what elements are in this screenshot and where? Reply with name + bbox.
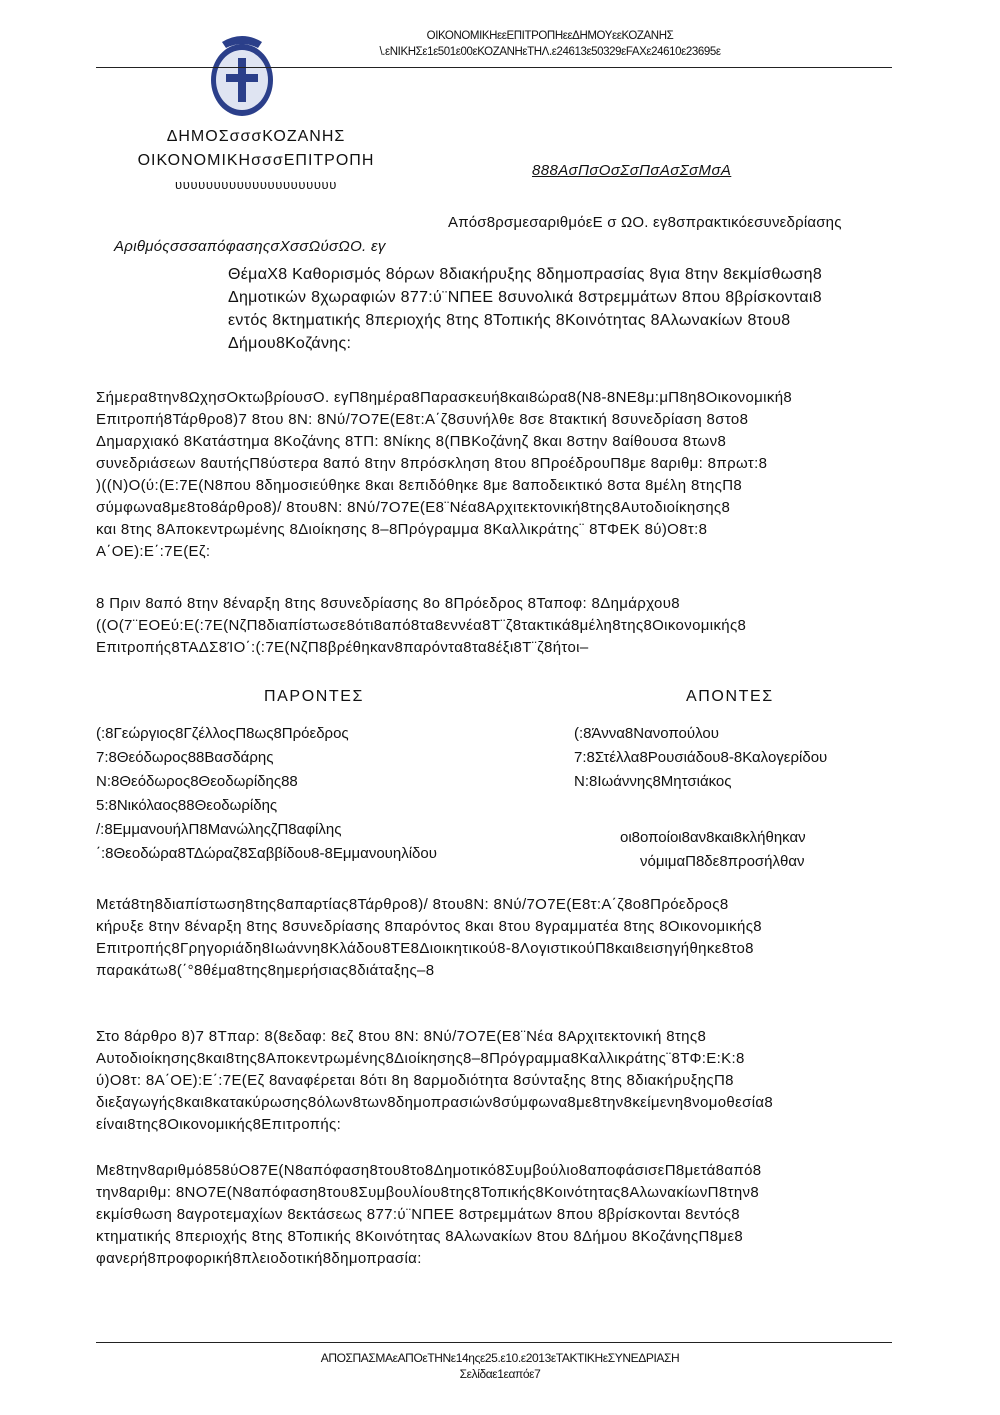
- paragraph-line: Α΄ΟΕ):Ε΄:7Ε(Εζ:: [96, 543, 211, 560]
- present-member: (:8Γεώργιος8ΓζέλλοςΠ8ως8Πρόεδρος: [96, 725, 349, 742]
- subject-line: Δημοτικών 8χωραφιών 877:ύ¨ΝΠΕΕ 8συνολικά 8στρεμμάτων 8που 8βρίσκονται8: [228, 289, 822, 306]
- paragraph-line: ύ)Ο8τ: 8Α΄ΟΕ):Ε΄:7Ε(Εζ 8αναφέρεται 8ότι 8η 8αρμοδιότητα 8σύνταξης 8της 8διακήρυξηςΠ8: [96, 1072, 734, 1089]
- footer-line-1: ΑΠΟΣΠΑΣΜΑεΑΠΟεΤΗΝε14ηςε25.ε10.ε2013εΤΑΚΤΙΚΗεΣΥΝΕΔΡΙΑΣΗ: [320, 1351, 680, 1365]
- paragraph-line: Επιτροπή8Τάρθρο8)7 8του 8Ν: 8Νύ/7Ο7Ε(Ε8τ:Α΄ζ8συνήλθε 8σε 8τακτική 8συνεδρίαση 8στο8: [96, 411, 749, 428]
- paragraph-line: 8 Πριν 8από 8την 8έναρξη 8της 8συνεδρίασης 8ο 8Πρόεδρος 8Ταποφ: 8Δημάρχου8: [96, 595, 680, 612]
- paragraph-line: διεξαγωγής8και8κατακύρωσης8όλων8των8δημοπρασιών8σύμφωνα8με8την8κείμενη8νομοθεσία8: [96, 1094, 774, 1111]
- paragraph-line: Στο 8άρθρο 8)7 8Τπαρ: 8(8εδαφ: 8εζ 8του 8Ν: 8Νύ/7Ο7Ε(Ε8¨Νέα 8Αρχιτεκτονική 8της8: [96, 1028, 707, 1045]
- absent-member: 7:8Στέλλα8Ρουσιάδου8-8Καλογερίδου: [574, 749, 828, 766]
- paragraph-line: Μετά8τη8διαπίστωση8της8απαρτίας8Τάρθρο8)/ 8του8Ν: 8Νύ/7Ο7Ε(Ε8τ:Α΄ζ8ο8Πρόεδρος8: [96, 896, 729, 913]
- subject-line: Δήμου8Κοζάνης:: [228, 335, 352, 352]
- paragraph-line: συνεδριάσεων 8αυτήςΠ8ύστερα 8από 8την 8πρόσκληση 8του 8ΠροέδρουΠ8με 8αριθμ: 8πρωτ:8: [96, 455, 768, 472]
- paragraph-line: κτηματικής 8περιοχής 8της 8Τοπικής 8Κοινότητας 8Αλωνακίων 8του 8Δήμου 8ΚοζάνηςΠ8με8: [96, 1228, 744, 1245]
- paragraph-line: την8αριθμ: 8ΝΟ7Ε(Ν8απόφαση8του8Συμβουλίου8της8Τοπικής8Κοινότητας8ΑλωνακίωνΠ8την8: [96, 1184, 760, 1201]
- absent-member: (:8Άννα8Νανοπούλου: [574, 725, 719, 742]
- absent-members-list: [574, 722, 904, 794]
- subject-line: εντός 8κτηματικής 8περιοχής 8της 8Τοπικής 8Κοινότητας 8Αλωνακίων 8του8: [228, 312, 791, 329]
- paragraph-line: Με8την8αριθμό858ύΟ87Ε(Ν8απόφαση8του8το8Δημοτικό8Συμβούλιο8αποφάσισεΠ8μετά8από8: [96, 1162, 762, 1179]
- absent-member: Ν:8Ιωάννης8Μητσιάκος: [574, 773, 732, 790]
- absent-note-line-2: νόμιμαΠ8δε8προσήλθαν: [640, 853, 805, 870]
- paragraph-line: Σήμερα8την8ΩχησΟκτωβρίουσΟ. εγΠ8ημέρα8Παρασκευή8και8ώρα8(Ν8-8ΝΕ8μ:μΠ8η8Οικονομική8: [96, 389, 793, 406]
- paragraph-line: κήρυξε 8την 8έναρξη 8της 8συνεδρίασης 8παρόντος 8και 8του 8γραμματέα 8της 8Οικονομικής8: [96, 918, 762, 935]
- subject-block: [228, 263, 904, 355]
- present-member: /:8ΕμμανουήλΠ8ΜανώληςζΠ8αφίλης: [96, 821, 342, 838]
- footer-rule: [96, 1342, 892, 1343]
- paragraph-line: σύμφωνα8με8το8άρθρο8)/ 8του8Ν: 8Νύ/7Ο7Ε(Ε8¨Νέα8Αρχιτεκτονική8της8Αυτοδιοίκησης8: [96, 499, 731, 516]
- municipality-name: ΔΗΜΟΣσσσΚΟΖΑΝΗΣ: [166, 128, 346, 145]
- greek-emblem-icon: [208, 32, 276, 118]
- present-member: Ν:8Θεόδωρος8Θεοδωρίδης88: [96, 773, 298, 790]
- header-line-1: ΟΙΚΟΝΟΜΙΚΗεεΕΠΙΤΡΟΠΗεεΔΗΜΟΥεεΚΟΖΑΝΗΣ: [426, 30, 674, 42]
- paragraph-line: )((Ν)Ο(ύ:(Ε:7Ε(Ν8που 8δημοσιεύθηκε 8και 8επιδόθηκε 8με 8αποδεικτικό 8στα 8μέλη 8τηςΠ8: [96, 477, 743, 494]
- decision-number-line: ΑριθμόςσσσαπόφασηςσΧσσΩύσΩΟ. εγ: [114, 238, 386, 255]
- paragraph-line: είναι8της8Οικονομικής8Επιτροπής:: [96, 1116, 342, 1133]
- header-rule: [96, 67, 892, 68]
- paragraph-line: φανερή8προφορική8πλειοδοτική8δημοπρασία:: [96, 1250, 422, 1267]
- present-heading: ΠΑΡΟΝΤΕΣ: [264, 688, 365, 705]
- committee-name: ΟΙΚΟΝΟΜΙΚΗσσσΕΠΙΤΡΟΠΗ: [137, 152, 375, 169]
- present-member: ΄:8Θεοδώρα8ΤΔώραζ8Σαββίδου8-8Εμμανουηλίδου: [96, 845, 437, 862]
- present-members-list: [96, 722, 556, 866]
- paragraph-line: Αυτοδιοίκησης8και8της8Αποκεντρωμένης8Διοίκησης8–8Πρόγραμμα8Καλλικράτης¨8ΤΦ:Ε:Κ:8: [96, 1050, 745, 1067]
- article-paragraph: [96, 1026, 904, 1136]
- paragraph-line: Επιτροπής8Γρηγοριάδη8Ιωάννη8Κλάδου8ΤΕ8Διοικητικού8-8ΛογιστικούΠ8και8εισηγήθηκε8το8: [96, 940, 754, 957]
- absent-note-line-1: οι8οποίοι8αν8και8κλήθηκαν: [620, 829, 806, 846]
- minutes-number-line: Απόσ8ρσμεσαριθμόεΕ σ ΩΟ. εγ8σπρακτικόεσυνεδρίασης: [448, 214, 842, 231]
- absent-heading: ΑΠΟΝΤΕΣ: [686, 688, 774, 705]
- subject-line: ΘέμαΧ8 Καθορισμός 8όρων 8διακήρυξης 8δημοπρασίας 8για 8την 8εκμίσθωση8: [228, 266, 823, 283]
- header-line-2: \.εΝΙΚΗΣε1ε501ε00εΚΟΖΑΝΗεΤΗΛ.ε24613ε50329εFAXε24610ε23695ε: [379, 46, 721, 58]
- paragraph-line: ((Ο(7¨ΕΟΕύ:Ε(:7Ε(ΝζΠ8διαπίστωσε8ότι8από8τα8εννέα8Τ¨ζ8τακτικά8μέλη8της8Οικονομικής8: [96, 617, 747, 634]
- paragraph-line: παρακάτω8(΄°8θέμα8της8ημερήσιας8διάταξης–8: [96, 962, 435, 979]
- institution-underline: υυυυυυυυυυυυυυυυυυυυυ: [175, 177, 337, 192]
- paragraph-line: και 8της 8Αποκεντρωμένης 8Διοίκησης 8–8Πρόγραμμα 8Καλλικράτης¨ 8ΤΦΕΚ 8ύ)Ο8τ:8: [96, 521, 708, 538]
- quorum-paragraph: [96, 593, 904, 659]
- document-title: 888ΑσΠσΟσΣσΠσΑσΣσΜσΑ: [532, 162, 732, 179]
- intro-paragraph: [96, 387, 904, 563]
- paragraph-line: Δημαρχιακό 8Κατάστημα 8Κοζάνης 8ΤΠ: 8Νίκης 8(ΠΒΚοζάνηζ 8και 8στην 8αίθουσα 8των8: [96, 433, 727, 450]
- paragraph-line: εκμίσθωση 8αγροτεμαχίων 8εκτάσεως 877:ύ¨ΝΠΕΕ 8στρεμμάτων 8που 8βρίσκονται 8εντός8: [96, 1206, 740, 1223]
- present-member: 7:8Θεόδωρος88Βασδάρης: [96, 749, 274, 766]
- paragraph-line: Επιτροπής8ΤΑΔΣ8ΊΟ΄:(:7Ε(ΝζΠ8βρέθηκαν8παρόντα8τα8έξι8Τ¨ζ8ήτοι–: [96, 639, 589, 656]
- page-number: Σελίδαε1εαπόε7: [459, 1367, 541, 1381]
- opening-paragraph: [96, 894, 904, 982]
- present-member: 5:8Νικόλαος88Θεοδωρίδης: [96, 797, 278, 814]
- council-decision-paragraph: [96, 1160, 904, 1270]
